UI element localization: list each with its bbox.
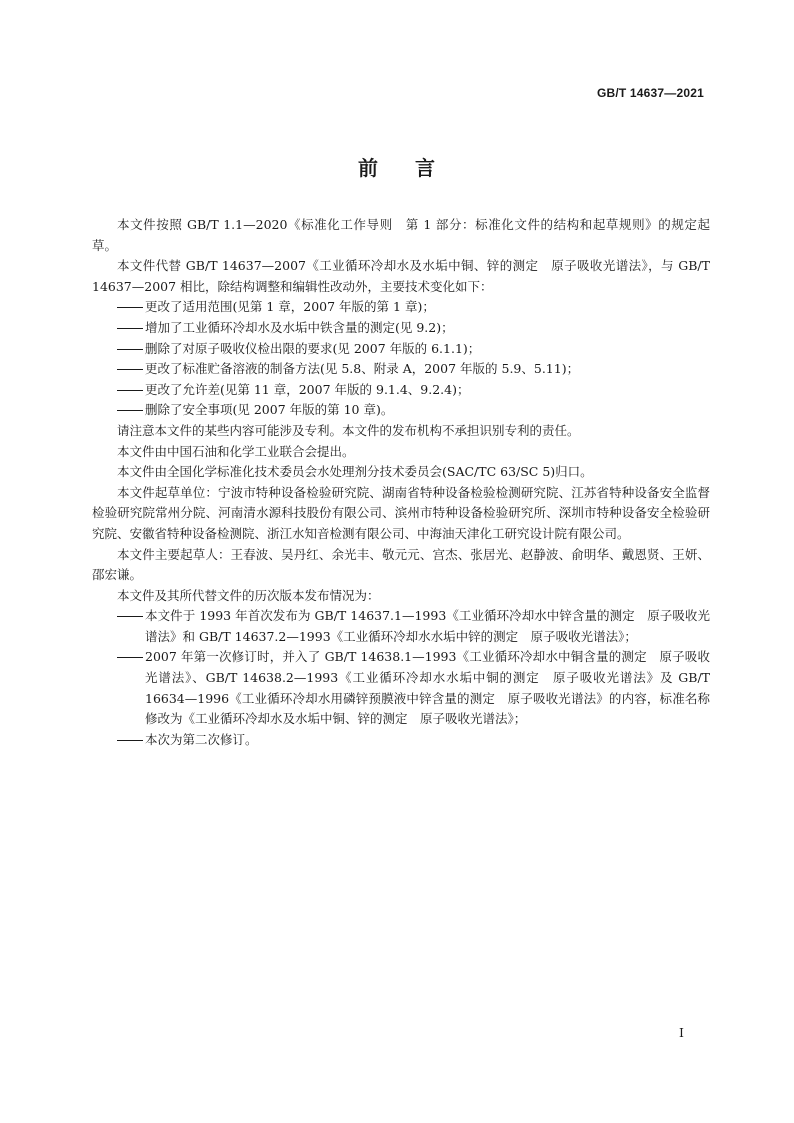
paragraph-history-intro: 本文件及其所代替文件的历次版本发布情况为： — [117, 587, 380, 603]
change-item — [92, 359, 710, 380]
change-text: 删除了对原子吸收仪检出限的要求(见 2007 年版的 6.1.1)； — [145, 340, 481, 356]
dash-mark — [117, 606, 145, 627]
history-text: 本文件于 1993 年首次发布为 GB/T 14637.1—1993《工业循环冷却水中锌含量的测定 原子吸收光谱法》和 GB/T 14637.2—1993《工业循环冷却水水垢中锌的测定 原子吸收光谱法》； — [145, 608, 710, 644]
page-number: I — [679, 1025, 684, 1040]
dash-mark — [117, 380, 145, 401]
change-text: 删除了安全事项(见 2007 年版的第 10 章)。 — [145, 402, 394, 418]
title-char-2: 言 — [415, 156, 436, 180]
change-item — [92, 297, 710, 318]
dash-mark — [117, 339, 145, 360]
change-item — [92, 339, 710, 360]
paragraph-proposer: 本文件由中国石油和化学工业联合会提出。 — [117, 443, 355, 459]
paragraph-patent-notice: 请注意本文件的某些内容可能涉及专利。本文件的发布机构不承担识别专利的责任。 — [117, 422, 580, 438]
dash-mark — [117, 297, 145, 318]
page-title — [0, 152, 794, 181]
foreword-body — [92, 215, 710, 750]
paragraph-drafters: 本文件主要起草人：王春波、吴丹红、余光丰、敬元元、宫杰、张居光、赵静波、俞明华、戴恩贤、王妍、邵宏谦。 — [92, 546, 710, 583]
dash-mark — [117, 318, 145, 339]
change-text: 更改了适用范围(见第 1 章，2007 年版的第 1 章)； — [145, 299, 435, 315]
history-item — [92, 730, 710, 751]
standard-code: GB/T 14637—2021 — [596, 86, 704, 100]
dash-mark — [117, 359, 145, 380]
paragraph-drafting-rules: 本文件按照 GB/T 1.1—2020《标准化工作导则 第 1 部分：标准化文件的结构和起草规则》的规定起草。 — [92, 217, 710, 253]
change-text: 增加了工业循环冷却水及水垢中铁含量的测定(见 9.2)； — [145, 319, 454, 335]
dash-mark — [117, 400, 145, 421]
change-item — [92, 380, 710, 401]
title-char-1: 前 — [358, 156, 379, 180]
history-item — [92, 647, 710, 729]
change-item — [92, 400, 710, 421]
change-text: 更改了标准贮备溶液的制备方法(见 5.8、附录 A，2007 年版的 5.9、5.11)； — [145, 361, 580, 377]
change-text: 更改了允许差(见第 11 章，2007 年版的 9.1.4、9.2.4)； — [145, 381, 470, 397]
history-text: 2007 年第一次修订时，并入了 GB/T 14638.1—1993《工业循环冷却水中铜含量的测定 原子吸收光谱法》、GB/T 14638.2—1993《工业循环冷却水水垢中铜的测定 原子吸收光谱法》及 GB/T 16634—1996《工业循环冷却水用磷锌预膜液中锌含量的测定 原子吸收光谱法》的内容，标准名称修改为《工业循环冷却水及水垢中铜、锌的测定 原子吸收光谱法》； — [145, 649, 710, 727]
paragraph-drafting-units: 本文件起草单位：宁波市特种设备检验研究院、湖南省特种设备检验检测研究院、江苏省特种设备安全监督检验研究院常州分院、河南清水源科技股份有限公司、滨州市特种设备检验研究所、深圳市特种设备安全检验研究院、安徽省特种设备检测院、浙江水知音检测有限公司、中海油天津化工研究设计院有限公司。 — [92, 484, 710, 541]
history-item — [92, 606, 710, 647]
history-text: 本次为第二次修订。 — [145, 731, 258, 747]
paragraph-committee: 本文件由全国化学标准化技术委员会水处理剂分技术委员会(SAC/TC 63/SC 5)归口。 — [117, 464, 593, 480]
change-item — [92, 318, 710, 339]
dash-mark — [117, 647, 145, 668]
dash-mark — [117, 730, 145, 751]
paragraph-replacement: 本文件代替 GB/T 14637—2007《工业循环冷却水及水垢中铜、锌的测定 原子吸收光谱法》，与 GB/T 14637—2007 相比，除结构调整和编辑性改动外，主要技术变化如下： — [92, 258, 710, 294]
